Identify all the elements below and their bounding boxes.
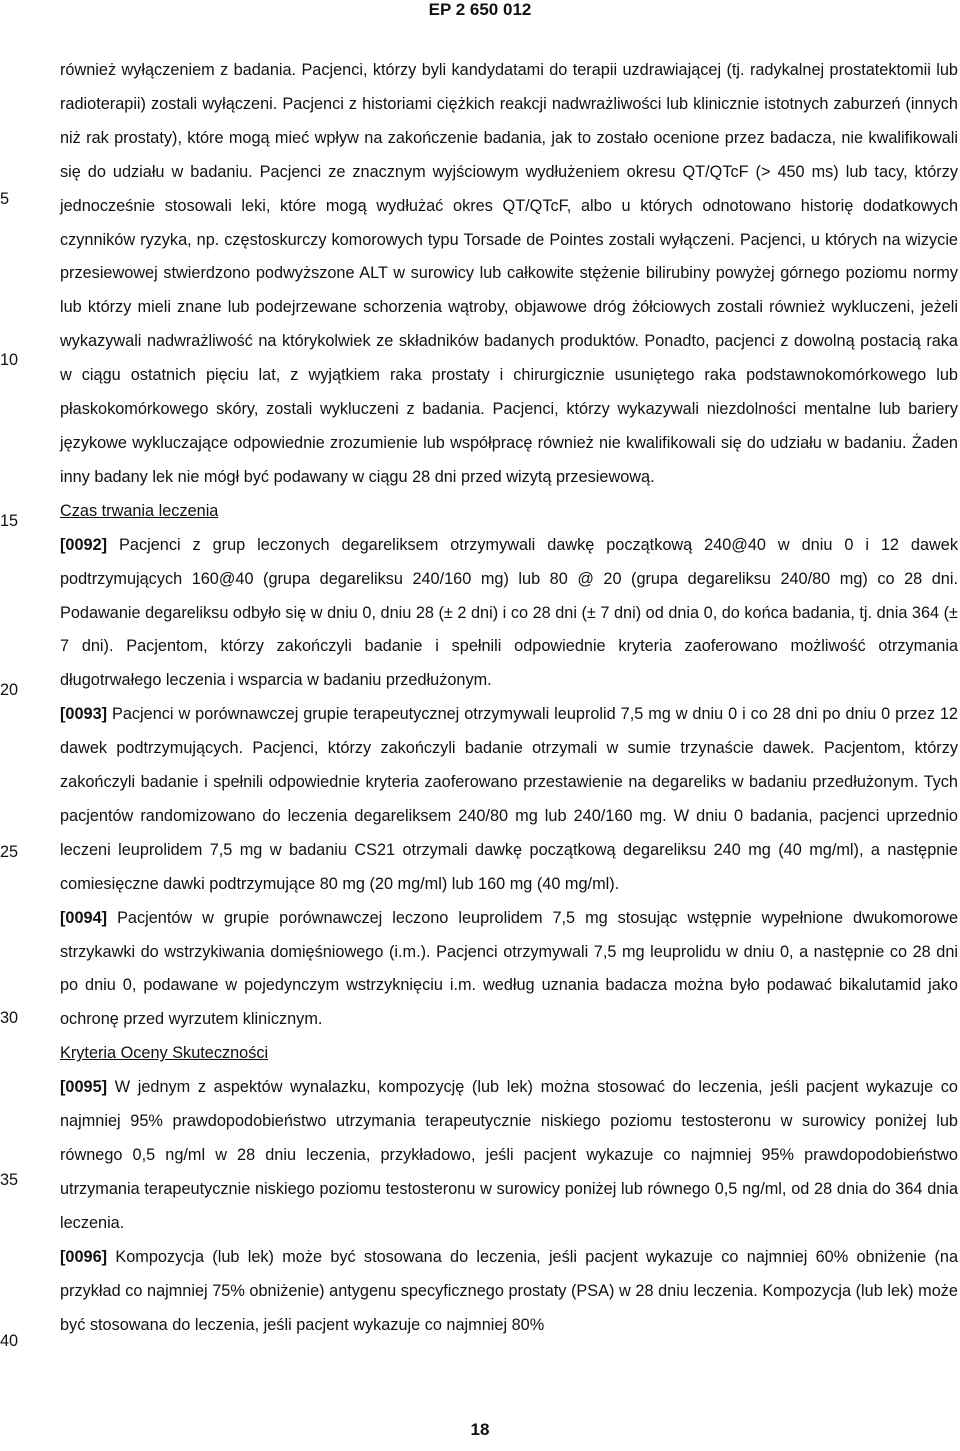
paragraph-number: [0092] [60,535,108,554]
line-number: 35 [0,1171,19,1189]
line-number: 15 [0,512,19,530]
paragraph-0092 [60,529,958,699]
paragraph-text: Kompozycja (lub lek) może być stosowana do leczenia, jeśli pacjent wykazuje co najmniej 60% obniżenie (na przykład co najmniej 75% obniżenie) antygenu specyficznego prostaty (PSA) w 28 dniu leczenia. Kompozycja (lub lek) może być stosowana do leczenia, jeśli pacjent wykazuje co najmniej 80% [60,1247,958,1334]
line-number: 25 [0,843,19,861]
paragraph-0095 [60,1071,958,1241]
page-number-footer: 18 [470,1420,490,1439]
paragraph-0096 [60,1241,958,1343]
paragraph-text: Pacjentów w grupie porównawczej leczono leuprolidem 7,5 mg stosując wstępnie wypełnione dwukomorowe strzykawki do wstrzykiwania domięśniowego (i.m.). Pacjenci otrzymywali 7,5 mg leuprolidu w dniu 0, a następnie co 28 dni po dniu 0, podawane w pojedynczym wstrzyknięciu i.m. według uznania badacza można było podawać bikalutamid jako ochronę przed wyrzutem klinicznym. [60,908,958,1029]
line-number: 40 [0,1332,19,1350]
paragraph-text: Pacjenci w porównawczej grupie terapeutycznej otrzymywali leuprolid 7,5 mg w dniu 0 i co 28 dni po dniu 0 przez 12 dawek podtrzymujących. Pacjenci, którzy zakończyli badanie otrzymali w sumie trzynaście dawek. Pacjentom, którzy zakończyli badanie i spełnili odpowiednie kryteria zaoferowano przestawienie na degareliks w badaniu przedłużonym. Tych pacjentów randomizowano do leczenia degareliksem 240/80 mg lub 240/160 mg. W dniu 0 badania, pacjenci uprzednio leczeni leuprolidem 7,5 mg w badaniu CS21 otrzymali dawkę początkową degareliksu 240 mg (40 mg/ml), a następnie comiesięczne dawki podtrzymujące 80 mg (20 mg/ml) lub 160 mg (40 mg/ml). [60,705,958,893]
line-number: 10 [0,351,19,369]
line-number: 20 [0,681,19,699]
document-body [60,54,958,1342]
paragraph-0094 [60,902,958,1038]
line-number: 30 [0,1009,19,1027]
paragraph-number: [0095] [60,1078,108,1097]
section-heading-treatment-duration: Czas trwania leczenia [60,501,219,520]
paragraph-text: W jednym z aspektów wynalazku, kompozycję (lub lek) można stosować do leczenia, jeśli pacjent wykazuje co najmniej 95% prawdopodobieństwo utrzymania terapeutycznie niskiego poziomu testosteronu w surowicy poniżej lub równego 0,5 ng/ml w 28 dniu leczenia, przykładowo, jeśli pacjent wykazuje co najmniej 95% prawdopodobieństwo utrzymania terapeutycznie niskiego poziomu testosteronu w surowicy poniżej lub równego 0,5 ng/ml, od 28 dnia do 364 dnia leczenia. [60,1078,958,1232]
paragraph-number: [0096] [60,1247,108,1266]
line-number: 5 [0,190,10,208]
paragraph-number: [0094] [60,908,108,927]
paragraph-exclusion-criteria [60,54,958,495]
section-heading-efficacy-criteria: Kryteria Oceny Skuteczności [60,1044,269,1063]
paragraph-text: również wyłączeniem z badania. Pacjenci, którzy byli kandydatami do terapii uzdrawiającej (tj. radykalnej prostatektomii lub radioterapii) zostali wyłączeni. Pacjenci z historiami ciężkich reakcji nadwrażliwości lub klinicznie istotnych zaburzeń (innych niż rak prostaty), które mogą mieć wpływ na zakończenie badania, jak to zostało ocenione przez badacza, nie kwalifikowali się do udziału w badaniu. Pacjenci ze znacznym wyjściowym wydłużeniem okresu QT/QTcF (> 450 ms) lub tacy, którzy jednocześnie stosowali leki, które mogą wydłużać okres QT/QTcF, albo u których odnotowano historię dodatkowych czynników ryzyka, np. częstoskurczy komorowych typu Torsade de Pointes zostali wyłączeni. Pacjenci, u których na wizycie przesiewowej stwierdzono podwyższone ALT w surowicy lub całkowite stężenie bilirubiny powyżej górnego poziomu normy lub którzy mieli znane lub podejrzewane schorzenia wątroby, objawowe dróg żółciowych zostali również wykluczeni, jeżeli wykazywali nadwrażliwość na którykolwiek ze składników badanych produktów. Ponadto, pacjenci z dowolną postacią raka w ciągu ostatnich pięciu lat, z wyjątkiem raka prostaty i chirurgicznie usuniętego raka podstawnokomórkowego lub płaskokomórkowego skóry, zostali wykluczeni z badania. Pacjenci, którzy wykazywali niezdolności mentalne lub bariery językowe wykluczające odpowiednie zrozumienie lub współpracę również nie kwalifikowali się do udziału w badaniu. Żaden inny badany lek nie mógł być podawany w ciągu 28 dni przed wizytą przesiewową. [60,61,958,486]
paragraph-number: [0093] [60,705,108,724]
document-number-header: EP 2 650 012 [428,0,532,19]
paragraph-text: Pacjenci z grup leczonych degareliksem otrzymywali dawkę początkową 240@40 w dniu 0 i 12 dawek podtrzymujących 160@40 (grupa degareliksu 240/160 mg) lub 80 @ 20 (grupa degareliksu 240/80 mg) co 28 dni. Podawanie degareliksu odbyło się w dniu 0, dniu 28 (± 2 dni) i co 28 dni (± 7 dni) od dnia 0, do końca badania, tj. dnia 364 (± 7 dni). Pacjentom, którzy zakończyli badanie i spełnili odpowiednie kryteria zaoferowano możliwość otrzymania długotrwałego leczenia i wsparcia w badaniu przedłużonym. [60,535,958,690]
paragraph-0093 [60,698,958,901]
